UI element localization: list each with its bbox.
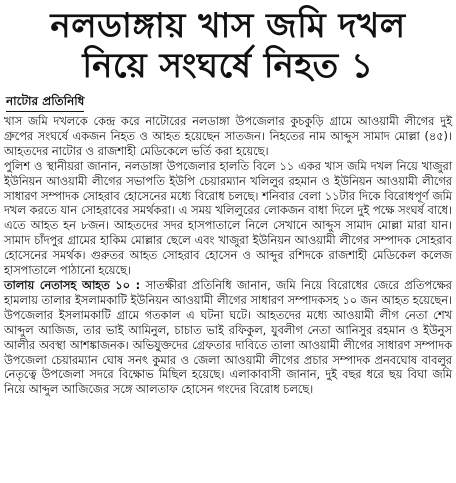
paragraph-1: খাস জমি দখলকে কেন্দ্র করে নাটোরের নলডাঙ্গা উপজেলার কুচকুড়ি গ্রামে আওয়ামী লীগের দুই গ্রুপের সংঘর্ষে একজন নিহত ও আহত হয়েছেন সাতজন। নিহতের নাম আব্দুস সামাদ মোল্লা (৪৫)। আহতদের নাটোর ও রাজশাহী মেডিকেলে ভর্তি করা হয়েছে।	[4, 115, 452, 158]
byline: নাটোর প্রতিনিধি	[6, 94, 84, 112]
headline-line-2: নিয়ে সংঘর্ষে নিহত ১	[82, 46, 374, 86]
article-body	[4, 115, 452, 398]
headline-line-1: নলডাঙ্গায় খাস জমি দখল	[50, 6, 406, 46]
headline	[0, 0, 456, 86]
paragraph-2: পুলিশ ও স্থানীয়রা জানান, নলডাঙ্গা উপজেলার হালতি বিলে ১১ একর খাস জমি দখল নিয়ে খাজুরা ইউনিয়ন আওয়ামী লীগের সভাপতি ইউপি চেয়ারম্যান খলিলুর রহমান ও ইউনিয়ন আওয়ামী লীগের সাধারণ সম্পাদক সোহরাব হোসেনের মধ্যে বিরোধ চলছে। শনিবার বেলা ১১টার দিকে বিরোধপূর্ণ জমি দখল করতে যান সোহরাবের সমর্থকরা। এ সময় খলিলুরের লোকজন বাধা দিলে দুই পক্ষে সংঘর্ষ বাধে। এতে আহত হন ৮জন। আহতদের সদর হাসপাতালে নিলে সেখানে আব্দুস সামাদ মোল্লা মারা যান। সামাদ চাঁদপুর গ্রামের হাকিম মোল্লার ছেলে এবং খাজুরা ইউনিয়ন আওয়ামী লীগের সম্পাদক সোহরাব হোসেনের সমর্থক। গুরুতর আহত সোহরাব হোসেন ও আব্দুর রশিদকে রাজশাহী মেডিকেল কলেজ হাসপাতালে পাঠানো হয়েছে।	[4, 159, 452, 278]
paragraph-3-text: সাতক্ষীরা প্রতিনিধি জানান, জমি নিয়ে বিরোধের জেরে প্রতিপক্ষের হামলায় তালার ইসলামকাটি ইউনিয়ন আওয়ামী লীগের সাধারণ সম্পাদকসহ ১০ জন আহত হয়েছেন। উপজেলার ইসলামকাটি গ্রামে গতকাল এ ঘটনা ঘটে। আহতদের মধ্যে আওয়ামী লীগ নেতা শেখ আব্দুল আজিজ, তার ভাই আমিনুল, চাচাত ভাই রফিকুল, যুবলীগ নেতা আনিসুর রহমান ও ইউনুস আলীর অবস্থা আশঙ্কাজনক। অভিযুক্তদের গ্রেফতার দাবিতে তালা আওয়ামী লীগের সাধারণ সম্পাদক উপজেলা চেয়ারম্যান ঘোষ সনৎ কুমার ও জেলা আওয়ামী লীগের প্রচার সম্পাদক প্রনবঘোষ বাবলুর নেতৃত্বে উপজেলা সদরে বিক্ষোভ মিছিল হয়েছে। এলাকাবাসী জানান, দুই বছর ধরে ছয় বিঘা জমি নিয়ে আব্দুল আজিজের সঙ্গে আলতাফ হোসেন গংদের বিরোধ চলছে।	[4, 278, 453, 397]
subheading: তালায় নেতাসহ আহত ১০ :	[4, 278, 141, 292]
paragraph-3	[4, 279, 452, 398]
